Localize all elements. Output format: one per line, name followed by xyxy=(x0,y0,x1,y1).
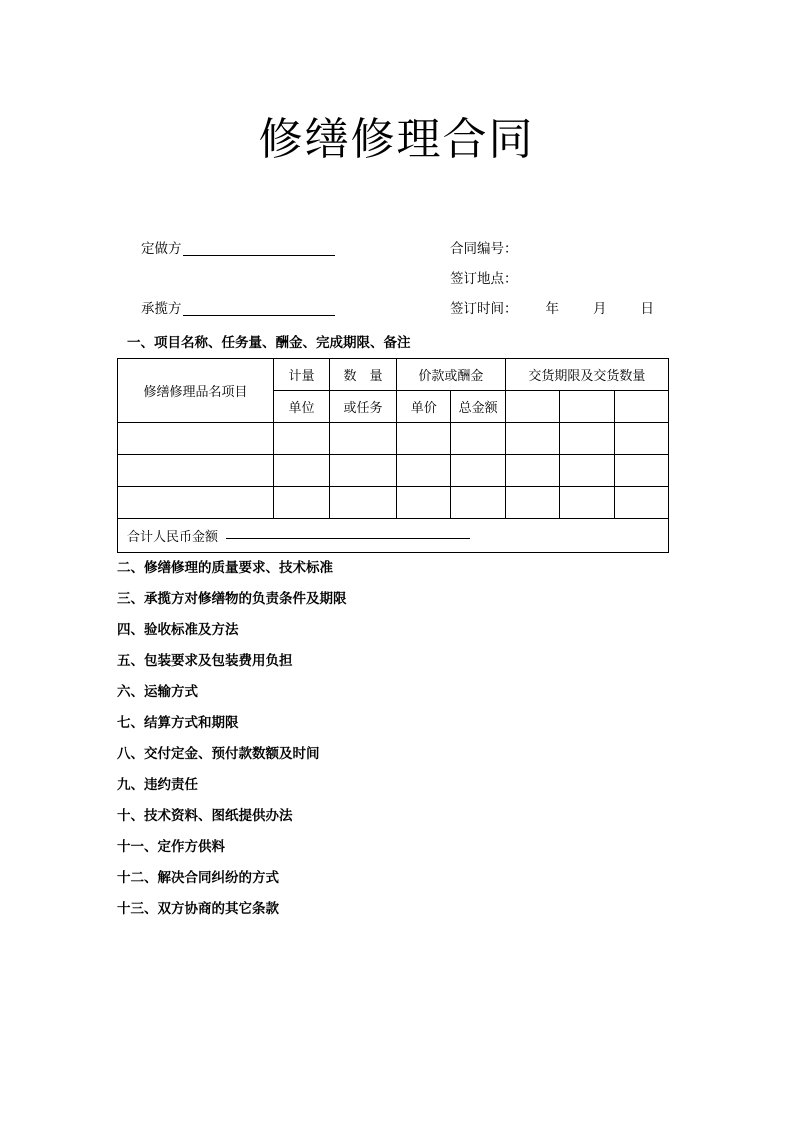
meta-field-sign-location[interactable] xyxy=(450,266,518,292)
clause-item: 七、结算方式和期限 xyxy=(117,715,239,731)
party-field-client[interactable] xyxy=(141,236,335,262)
col-header-delivery-1 xyxy=(505,391,559,423)
col-header-qty-top: 数 量 xyxy=(330,359,397,391)
sign-time-year: 年 xyxy=(545,301,559,317)
col-header-price-group: 价款或酬金 xyxy=(397,359,506,391)
table-row[interactable] xyxy=(118,423,669,455)
total-amount-cell[interactable] xyxy=(118,519,669,553)
cell-item-name[interactable] xyxy=(118,423,274,455)
cell-total-amount[interactable] xyxy=(451,487,505,519)
clause-item: 三、承揽方对修缮物的负责条件及期限 xyxy=(117,591,347,607)
cell-qty[interactable] xyxy=(330,455,397,487)
repair-items-table xyxy=(117,358,669,553)
cell-unit-price[interactable] xyxy=(397,423,451,455)
party-label-client: 定做方 xyxy=(141,241,182,257)
meta-label-sign-location: 签订地点： xyxy=(450,271,518,287)
meta-label-contract-number: 合同编号： xyxy=(450,241,518,257)
clause-item: 六、运输方式 xyxy=(117,684,198,700)
total-amount-input[interactable] xyxy=(226,527,470,539)
clause-item: 五、包装要求及包装费用负担 xyxy=(117,653,293,669)
clause-item: 八、交付定金、预付款数额及时间 xyxy=(117,746,320,762)
party-input-contractor[interactable] xyxy=(183,300,335,316)
meta-field-sign-time[interactable] xyxy=(450,296,654,322)
cell-total-amount[interactable] xyxy=(451,423,505,455)
cell-delivery-3[interactable] xyxy=(614,455,668,487)
header-row-3 xyxy=(117,296,677,322)
cell-unit[interactable] xyxy=(274,423,330,455)
meta-field-contract-number[interactable] xyxy=(450,236,518,262)
contract-header-block xyxy=(117,236,677,326)
cell-total-amount[interactable] xyxy=(451,455,505,487)
table-total-row[interactable] xyxy=(118,519,669,553)
sign-time-day: 日 xyxy=(640,301,654,317)
clause-list xyxy=(117,558,717,930)
clause-item: 二、修缮修理的质量要求、技术标准 xyxy=(117,560,333,576)
cell-delivery-2[interactable] xyxy=(560,455,614,487)
cell-unit-price[interactable] xyxy=(397,487,451,519)
sign-time-month: 月 xyxy=(593,301,607,317)
cell-delivery-2[interactable] xyxy=(560,487,614,519)
cell-unit[interactable] xyxy=(274,487,330,519)
clause-item: 十三、双方协商的其它条款 xyxy=(117,901,279,917)
header-row-2 xyxy=(117,266,677,292)
table-body xyxy=(118,423,669,553)
col-header-delivery-2 xyxy=(560,391,614,423)
cell-delivery-3[interactable] xyxy=(614,423,668,455)
col-header-unit-bottom: 单位 xyxy=(274,391,330,423)
col-header-total-amount: 总金额 xyxy=(451,391,505,423)
cell-qty[interactable] xyxy=(330,423,397,455)
cell-qty[interactable] xyxy=(330,487,397,519)
cell-delivery-2[interactable] xyxy=(560,423,614,455)
cell-delivery-1[interactable] xyxy=(505,455,559,487)
clause-item: 十二、解决合同纠纷的方式 xyxy=(117,870,279,886)
meta-label-sign-time: 签订时间： xyxy=(450,301,518,317)
clause-item: 十、技术资料、图纸提供办法 xyxy=(117,808,293,824)
header-row-1 xyxy=(117,236,677,262)
col-header-qty-bottom: 或任务 xyxy=(330,391,397,423)
party-field-contractor[interactable] xyxy=(141,296,335,322)
table-head xyxy=(118,359,669,423)
table-header-row-top xyxy=(118,359,669,391)
cell-delivery-1[interactable] xyxy=(505,423,559,455)
clause-item: 十一、定作方供料 xyxy=(117,839,225,855)
cell-item-name[interactable] xyxy=(118,455,274,487)
party-label-contractor: 承揽方 xyxy=(141,301,182,317)
col-header-unit-top: 计量 xyxy=(274,359,330,391)
party-input-client[interactable] xyxy=(183,240,335,256)
cell-unit[interactable] xyxy=(274,455,330,487)
cell-delivery-1[interactable] xyxy=(505,487,559,519)
clause-item: 四、验收标准及方法 xyxy=(117,622,239,638)
table-row[interactable] xyxy=(118,455,669,487)
section-one-heading: 一、项目名称、任务量、酬金、完成期限、备注 xyxy=(127,335,411,351)
col-header-delivery-3 xyxy=(614,391,668,423)
total-amount-label: 合计人民币金额 xyxy=(127,530,219,545)
page-title: 修缮修理合同 xyxy=(258,114,535,165)
col-header-delivery-group: 交货期限及交货数量 xyxy=(505,359,668,391)
cell-item-name[interactable] xyxy=(118,487,274,519)
col-header-item-name: 修缮修理品名项目 xyxy=(118,359,274,423)
table-row[interactable] xyxy=(118,487,669,519)
cell-delivery-3[interactable] xyxy=(614,487,668,519)
col-header-unit-price: 单价 xyxy=(397,391,451,423)
cell-unit-price[interactable] xyxy=(397,455,451,487)
clause-item: 九、违约责任 xyxy=(117,777,198,793)
